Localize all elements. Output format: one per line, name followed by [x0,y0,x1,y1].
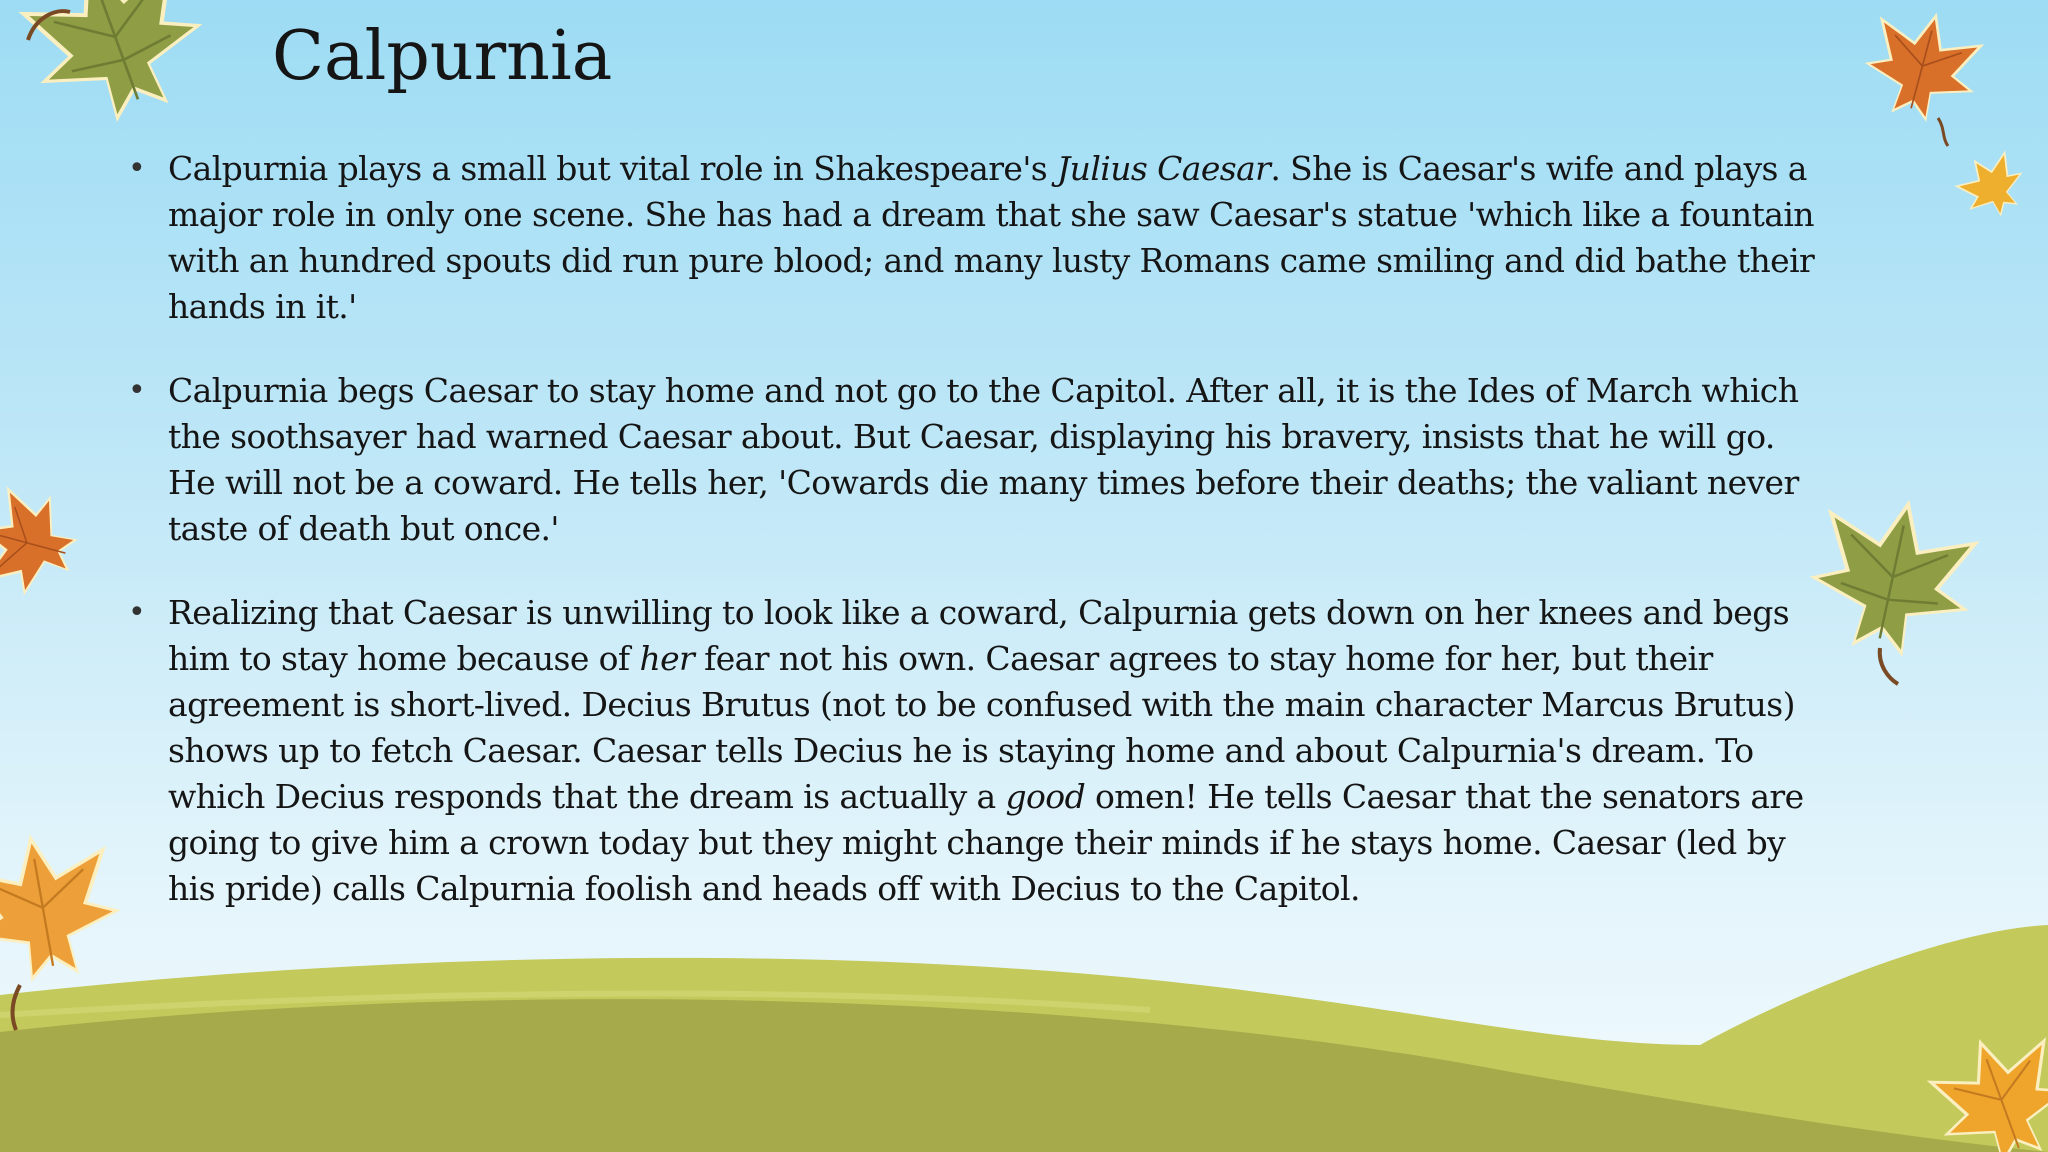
italic-title: Julius Caesar [1057,149,1271,188]
bullet-item [128,368,1828,552]
bullet-marker: • [128,151,146,186]
bullet-list [128,146,1828,950]
bullet-marker: • [128,373,146,408]
text-segment: omen! He tells Caesar that the senators are going to give him a crown today but they might change their minds if he stays home. Caesar (led by his pride) calls Calpurnia foolish and heads off with Decius to the Capitol. [168,777,1804,908]
yellow-leaf-icon [1947,141,2036,229]
text-segment: Realizing that Caesar is unwilling to look like a coward, Calpurnia gets down on her knees and begs him to stay home because of [168,593,1790,678]
stem-icon [1938,118,1948,146]
text-segment: Calpurnia begs Caesar to stay home and not go to the Capitol. After all, it is the Ides of March which the soothsayer had warned Caesar about. But Caesar, displaying his bravery, insists that he will go. He will not be a coward. He tells her, 'Cowards die many times before their deaths; the valiant never taste of death but once.' [168,371,1799,548]
orange-leaf-icon [0,480,87,606]
orange-leaf-icon [1854,0,1991,132]
bullet-item [128,146,1828,330]
text-segment: fear not his own. Caesar agrees to stay home for her, but their agreement is short-lived. Decius Brutus (not to be confused with the main character Marcus Brutus) shows up to fetch Caesar. Caesar tells Decius he is staying home and about Calpurnia's dream. To which Decius responds that the dream is actually a [168,639,1795,816]
text-segment: Calpurnia plays a small but vital role in Shakespeare's [168,149,1058,188]
bullet-text [168,146,1828,330]
yellow-leaf-icon [0,821,130,991]
bullet-text [168,368,1828,552]
bullet-item [128,590,1828,912]
text-segment: . She is Caesar's wife and plays a major role in only one scene. She has had a dream that she saw Caesar's statue 'which like a fountain with an hundred spouts did run pure blood; and many lusty Romans came smiling and did bathe their hands in it.' [168,149,1815,326]
italic-emphasis: her [639,639,695,678]
bullet-text [168,590,1828,912]
stem-icon [1880,648,1898,684]
italic-emphasis: good [1005,777,1086,816]
slide-title: Calpurnia [272,17,613,96]
bullet-marker: • [128,595,146,630]
